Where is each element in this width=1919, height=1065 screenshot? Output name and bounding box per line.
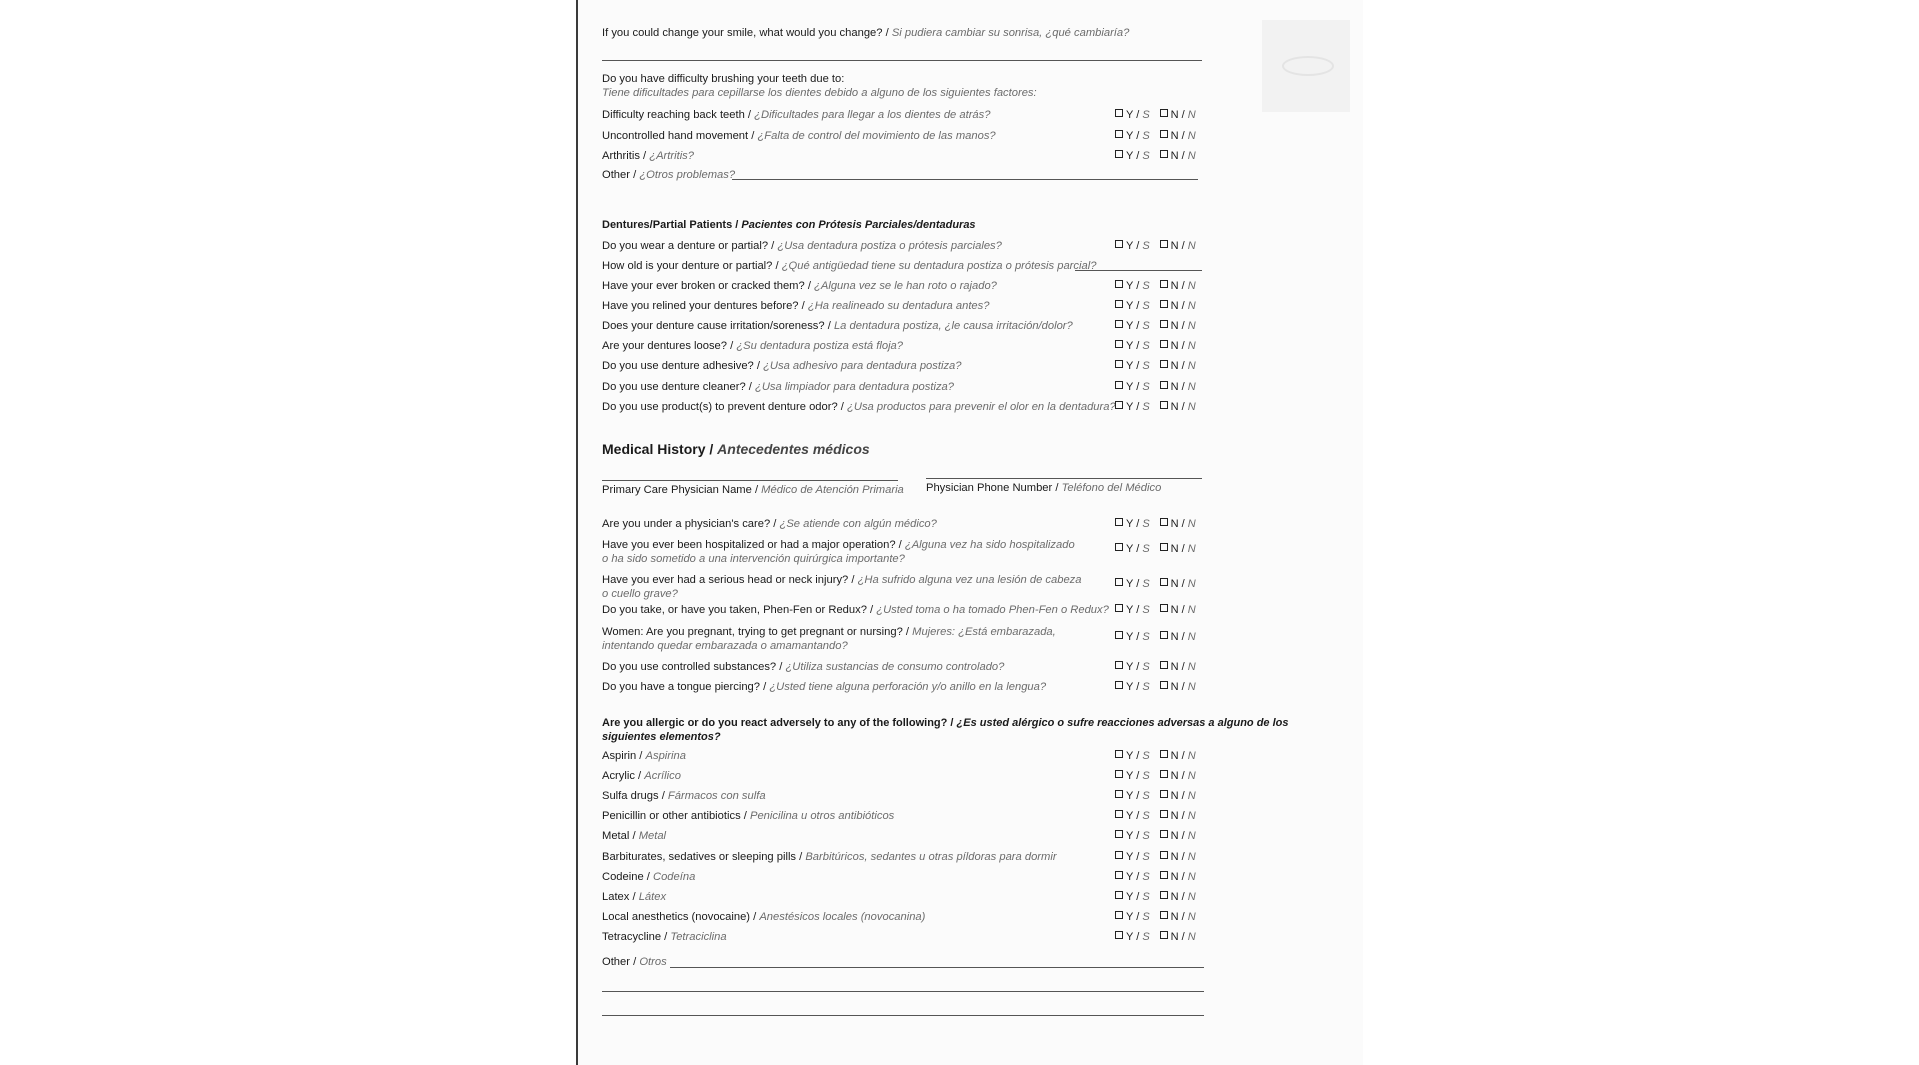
- no-es-label: N: [1187, 400, 1196, 413]
- yes-no-group: [1115, 661, 1196, 673]
- yes-checkbox[interactable]: Y / S: [1115, 578, 1150, 590]
- yes-no-group: [1115, 381, 1196, 393]
- yes-es-label: S: [1142, 543, 1150, 555]
- no-es-label: N: [1187, 661, 1196, 673]
- checkbox-box-icon: [1160, 770, 1168, 778]
- yes-checkbox[interactable]: Y / S: [1115, 931, 1150, 943]
- question-text: Do you use denture cleaner? / ¿Usa limpiador para dentadura postiza?: [602, 380, 954, 393]
- checkbox-box-icon: [1115, 578, 1123, 586]
- yes-es-label: S: [1142, 604, 1150, 616]
- no-checkbox[interactable]: N / N: [1160, 661, 1196, 673]
- yes-checkbox[interactable]: Y / S: [1115, 770, 1150, 782]
- yes-es-label: S: [1142, 890, 1150, 903]
- checkbox-box-icon: [1115, 150, 1123, 158]
- allergy-other-line[interactable]: [670, 967, 1204, 968]
- allergy-extra-line[interactable]: [602, 991, 1204, 992]
- no-es-label: N: [1187, 631, 1196, 643]
- yes-es-label: S: [1142, 518, 1150, 530]
- question-text: Do you use product(s) to prevent denture odor? / ¿Usa productos para prevenir el olor en la dentadura?: [602, 400, 1116, 413]
- no-checkbox[interactable]: N / N: [1160, 401, 1196, 413]
- no-checkbox[interactable]: N / N: [1160, 631, 1196, 643]
- yes-checkbox[interactable]: Y / S: [1115, 401, 1150, 413]
- yes-checkbox[interactable]: Y / S: [1115, 604, 1150, 616]
- no-checkbox[interactable]: N / N: [1160, 851, 1196, 863]
- question-text-es: Anestésicos locales (novocanina): [759, 910, 926, 923]
- brushing-other-line[interactable]: [732, 179, 1198, 180]
- question-text: Women: Are you pregnant, trying to get pregnant or nursing? / Mujeres: ¿Está embarazada, intentando quedar embarazada o amamantando?: [602, 626, 1056, 652]
- smile-answer-line[interactable]: [602, 60, 1202, 61]
- question-text: Barbiturates, sedatives or sleeping pills / Barbitúricos, sedantes u otras píldoras para dormir: [602, 850, 1057, 863]
- question-text-es: ¿Usa dentadura postiza o prótesis parciales?: [777, 240, 1002, 252]
- question-text: Tetracycline / Tetraciclina: [602, 930, 727, 943]
- no-checkbox[interactable]: N / N: [1160, 340, 1196, 352]
- yes-no-group: [1115, 130, 1196, 142]
- question-text: Does your denture cause irritation/soreness? / La dentadura postiza, ¿le causa irritación/dolor?: [602, 320, 1073, 333]
- question-text: Do you use denture adhesive? / ¿Usa adhesivo para dentadura postiza?: [602, 360, 962, 373]
- yes-no-group: [1115, 790, 1196, 802]
- no-es-label: N: [1187, 930, 1196, 943]
- yes-checkbox[interactable]: Y / S: [1115, 360, 1150, 372]
- no-es-label: N: [1187, 770, 1196, 783]
- denture-age-question: How old is your denture or partial? / ¿Qué antigüedad tiene su dentadura postiza o prótesis parcial?: [602, 260, 1097, 272]
- checkbox-box-icon: [1160, 604, 1168, 612]
- checkbox-box-icon: [1115, 381, 1123, 389]
- checkbox-box-icon: [1160, 340, 1168, 348]
- checkbox-box-icon: [1115, 790, 1123, 798]
- question-text: Aspirin / Aspirina: [602, 750, 686, 762]
- checkbox-box-icon: [1115, 891, 1123, 899]
- question-text-es: Penicilina u otros antibióticos: [750, 810, 895, 823]
- yes-es-label: S: [1142, 400, 1150, 413]
- no-es-label: N: [1187, 360, 1196, 373]
- yes-no-group: [1115, 871, 1196, 883]
- yes-no-group: [1115, 543, 1196, 555]
- no-checkbox[interactable]: N / N: [1160, 150, 1196, 162]
- checkbox-box-icon: [1160, 360, 1168, 368]
- checkbox-box-icon: [1115, 661, 1123, 669]
- no-checkbox[interactable]: N / N: [1160, 578, 1196, 590]
- checkbox-box-icon: [1160, 109, 1168, 117]
- yes-checkbox[interactable]: Y / S: [1115, 240, 1150, 252]
- yes-checkbox[interactable]: Y / S: [1115, 381, 1150, 393]
- yes-es-label: S: [1142, 320, 1150, 333]
- checkbox-box-icon: [1115, 681, 1123, 689]
- checkbox-box-icon: [1160, 130, 1168, 138]
- yes-no-group: [1115, 931, 1196, 943]
- question-text: Latex / Látex: [602, 890, 667, 903]
- question-text-es: ¿Utiliza sustancias de consumo controlado?: [785, 661, 1005, 673]
- checkbox-box-icon: [1160, 320, 1168, 328]
- question-text-es: Aspirina: [645, 750, 686, 762]
- question-text: Have your ever broken or cracked them? / ¿Alguna vez se le han roto o rajado?: [602, 280, 997, 292]
- no-es-label: N: [1187, 810, 1196, 823]
- yes-no-group: [1115, 109, 1196, 121]
- yes-no-group: [1115, 604, 1196, 616]
- yes-es-label: S: [1142, 340, 1150, 353]
- yes-checkbox[interactable]: Y / S: [1115, 851, 1150, 863]
- question-text-es: ¿Usted tiene alguna perforación y/o anillo en la lengua?: [769, 681, 1047, 693]
- question-text-es: ¿Alguna vez ha sido hospitalizado o ha sido sometido a una intervención quirúrgica importante?: [602, 539, 1075, 565]
- yes-no-group: [1115, 280, 1196, 292]
- physician-name-label: Primary Care Physician Name / Médico de Atención Primaria: [602, 484, 904, 496]
- no-checkbox[interactable]: N / N: [1160, 770, 1196, 782]
- yes-checkbox[interactable]: Y / S: [1115, 340, 1150, 352]
- checkbox-box-icon: [1160, 911, 1168, 919]
- no-checkbox[interactable]: N / N: [1160, 604, 1196, 616]
- checkbox-box-icon: [1115, 130, 1123, 138]
- no-checkbox[interactable]: N / N: [1160, 543, 1196, 555]
- yes-es-label: S: [1142, 850, 1150, 863]
- checkbox-box-icon: [1115, 401, 1123, 409]
- question-text: Have you relined your dentures before? / ¿Ha realineado su dentadura antes?: [602, 300, 990, 313]
- question-text-es: Barbitúricos, sedantes u otras píldoras para dormir: [805, 850, 1057, 863]
- question-text-es: ¿Su dentadura postiza está floja?: [736, 340, 904, 353]
- yes-es-label: S: [1142, 129, 1150, 142]
- brushing-other-label: Other / ¿Otros problemas?: [602, 169, 736, 181]
- checkbox-box-icon: [1160, 518, 1168, 526]
- physician-phone-line[interactable]: [926, 478, 1202, 479]
- no-es-label: N: [1187, 129, 1196, 142]
- question-text-es: ¿Usa limpiador para dentadura postiza?: [755, 380, 954, 393]
- question-text-es: Látex: [638, 890, 667, 903]
- yes-checkbox[interactable]: Y / S: [1115, 750, 1150, 762]
- yes-checkbox[interactable]: Y / S: [1115, 150, 1150, 162]
- checkbox-box-icon: [1160, 790, 1168, 798]
- yes-no-group: [1115, 911, 1196, 923]
- checkbox-box-icon: [1160, 851, 1168, 859]
- no-checkbox[interactable]: N / N: [1160, 130, 1196, 142]
- yes-es-label: S: [1142, 240, 1150, 252]
- yes-checkbox[interactable]: Y / S: [1115, 681, 1150, 693]
- checkbox-box-icon: [1115, 518, 1123, 526]
- brushing-header-es: Tiene dificultades para cepillarse los dientes debido a alguno de los siguientes factores:: [602, 87, 1037, 99]
- yes-checkbox[interactable]: Y / S: [1115, 130, 1150, 142]
- yes-es-label: S: [1142, 300, 1150, 313]
- checkbox-box-icon: [1160, 750, 1168, 758]
- yes-es-label: S: [1142, 631, 1150, 643]
- question-text: Codeine / Codeína: [602, 870, 696, 883]
- no-checkbox[interactable]: N / N: [1160, 830, 1196, 842]
- yes-no-group: [1115, 750, 1196, 762]
- no-checkbox[interactable]: N / N: [1160, 790, 1196, 802]
- yes-no-group: [1115, 150, 1196, 162]
- yes-es-label: S: [1142, 578, 1150, 590]
- no-es-label: N: [1187, 380, 1196, 393]
- checkbox-box-icon: [1115, 750, 1123, 758]
- yes-es-label: S: [1142, 360, 1150, 373]
- checkbox-box-icon: [1115, 851, 1123, 859]
- yes-checkbox[interactable]: Y / S: [1115, 790, 1150, 802]
- yes-checkbox[interactable]: Y / S: [1115, 631, 1150, 643]
- yes-checkbox[interactable]: Y / S: [1115, 810, 1150, 822]
- checkbox-box-icon: [1160, 871, 1168, 879]
- checkbox-box-icon: [1160, 240, 1168, 248]
- checkbox-box-icon: [1160, 631, 1168, 639]
- yes-no-group: [1115, 401, 1196, 413]
- checkbox-box-icon: [1115, 770, 1123, 778]
- checkbox-box-icon: [1160, 681, 1168, 689]
- question-text-es: Acrílico: [644, 770, 681, 783]
- question-text: Acrylic / Acrílico: [602, 770, 681, 783]
- no-es-label: N: [1187, 850, 1196, 863]
- denture-age-line[interactable]: [1075, 270, 1202, 271]
- checkbox-box-icon: [1115, 240, 1123, 248]
- yes-es-label: S: [1142, 910, 1150, 923]
- question-text-es: Tetraciclina: [670, 930, 727, 943]
- no-es-label: N: [1187, 518, 1196, 530]
- yes-es-label: S: [1142, 109, 1150, 121]
- yes-no-group: [1115, 681, 1196, 693]
- no-es-label: N: [1187, 240, 1196, 252]
- no-checkbox[interactable]: N / N: [1160, 518, 1196, 530]
- question-text: Arthritis / ¿Artritis?: [602, 150, 694, 162]
- no-checkbox[interactable]: N / N: [1160, 320, 1196, 332]
- question-text-es: ¿Falta de control del movimiento de las manos?: [757, 129, 996, 142]
- checkbox-box-icon: [1160, 381, 1168, 389]
- yes-no-group: [1115, 300, 1196, 312]
- medical-history-title: Medical History / Antecedentes médicos: [602, 441, 870, 457]
- yes-no-group: [1115, 360, 1196, 372]
- question-text: Have you ever had a serious head or neck injury? / ¿Ha sufrido alguna vez una lesión de cabeza o cuello grave?: [602, 574, 1082, 600]
- checkbox-box-icon: [1115, 931, 1123, 939]
- yes-no-group: [1115, 578, 1196, 590]
- question-text: Penicillin or other antibiotics / Penicilina u otros antibióticos: [602, 810, 895, 823]
- checkbox-box-icon: [1115, 543, 1123, 551]
- checkbox-box-icon: [1115, 604, 1123, 612]
- question-text-es: Mujeres: ¿Está embarazada, intentando quedar embarazada o amamantando?: [602, 626, 1056, 652]
- no-es-label: N: [1187, 910, 1196, 923]
- checkbox-box-icon: [1115, 360, 1123, 368]
- yes-es-label: S: [1142, 790, 1150, 803]
- no-checkbox[interactable]: N / N: [1160, 681, 1196, 693]
- no-checkbox[interactable]: N / N: [1160, 280, 1196, 292]
- checkbox-box-icon: [1160, 543, 1168, 551]
- checkbox-box-icon: [1160, 661, 1168, 669]
- question-text-es: La dentadura postiza, ¿le causa irritación/dolor?: [833, 320, 1073, 333]
- yes-no-group: [1115, 340, 1196, 352]
- yes-no-group: [1115, 320, 1196, 332]
- question-text: Have you ever been hospitalized or had a major operation? / ¿Alguna vez ha sido hospitalizado o ha sido sometido a una intervención quirúrgica importante?: [602, 539, 1075, 565]
- question-text-es: ¿Ha realineado su dentadura antes?: [807, 300, 990, 313]
- question-text-es: Fármacos con sulfa: [667, 790, 766, 803]
- no-es-label: N: [1187, 790, 1196, 803]
- no-es-label: N: [1187, 300, 1196, 313]
- no-checkbox[interactable]: N / N: [1160, 360, 1196, 372]
- yes-es-label: S: [1142, 930, 1150, 943]
- yes-checkbox[interactable]: Y / S: [1115, 891, 1150, 903]
- question-text: Difficulty reaching back teeth / ¿Dificultades para llegar a los dientes de atrás?: [602, 109, 991, 121]
- yes-es-label: S: [1142, 830, 1150, 843]
- checkbox-box-icon: [1115, 109, 1123, 117]
- yes-no-group: [1115, 770, 1196, 782]
- question-text-es: ¿Usted toma o ha tomado Phen-Fen o Redux?: [876, 604, 1109, 616]
- no-es-label: N: [1187, 681, 1196, 693]
- yes-checkbox[interactable]: Y / S: [1115, 109, 1150, 121]
- no-es-label: N: [1187, 109, 1196, 121]
- checkbox-box-icon: [1115, 810, 1123, 818]
- no-checkbox[interactable]: N / N: [1160, 810, 1196, 822]
- question-text-es: ¿Usa adhesivo para dentadura postiza?: [763, 360, 962, 373]
- yes-no-group: [1115, 631, 1196, 643]
- allergy-other-label: Other / Otros: [602, 956, 667, 968]
- question-text: Local anesthetics (novocaine) / Anestésicos locales (novocanina): [602, 910, 926, 923]
- yes-no-group: [1115, 851, 1196, 863]
- no-checkbox[interactable]: N / N: [1160, 300, 1196, 312]
- yes-no-group: [1115, 240, 1196, 252]
- no-es-label: N: [1187, 150, 1196, 162]
- no-es-label: N: [1187, 280, 1196, 292]
- checkbox-box-icon: [1115, 300, 1123, 308]
- yes-no-group: [1115, 891, 1196, 903]
- question-text: Metal / Metal: [602, 830, 667, 843]
- question-text-es: Metal: [638, 830, 667, 843]
- question-text: Do you take, or have you taken, Phen-Fen or Redux? / ¿Usted toma o ha tomado Phen-Fen o Redux?: [602, 604, 1109, 616]
- question-text: Do you use controlled substances? / ¿Utiliza sustancias de consumo controlado?: [602, 661, 1005, 673]
- yes-no-group: [1115, 518, 1196, 530]
- checkbox-box-icon: [1115, 871, 1123, 879]
- question-text: Do you wear a denture or partial? / ¿Usa dentadura postiza o prótesis parciales?: [602, 240, 1002, 252]
- question-text-es: ¿Dificultades para llegar a los dientes de atrás?: [754, 109, 991, 121]
- question-text-es: ¿Alguna vez se le han roto o rajado?: [814, 280, 997, 292]
- checkbox-box-icon: [1115, 911, 1123, 919]
- question-text-es: ¿Se atiende con algún médico?: [779, 518, 937, 530]
- yes-checkbox[interactable]: Y / S: [1115, 871, 1150, 883]
- question-text-es: ¿Ha sufrido alguna vez una lesión de cabeza o cuello grave?: [602, 574, 1082, 600]
- checkbox-box-icon: [1160, 150, 1168, 158]
- physician-name-line[interactable]: [602, 480, 898, 481]
- checkbox-box-icon: [1160, 830, 1168, 838]
- no-checkbox[interactable]: N / N: [1160, 109, 1196, 121]
- no-es-label: N: [1187, 578, 1196, 590]
- question-text-es: Codeína: [653, 870, 696, 883]
- no-es-label: N: [1187, 320, 1196, 333]
- yes-es-label: S: [1142, 150, 1150, 162]
- question-text: Sulfa drugs / Fármacos con sulfa: [602, 790, 766, 803]
- yes-checkbox[interactable]: Y / S: [1115, 280, 1150, 292]
- question-text-es: ¿Artritis?: [649, 150, 694, 162]
- yes-es-label: S: [1142, 380, 1150, 393]
- question-text: Are you under a physician's care? / ¿Se atiende con algún médico?: [602, 518, 937, 530]
- no-checkbox[interactable]: N / N: [1160, 750, 1196, 762]
- checkbox-box-icon: [1160, 891, 1168, 899]
- yes-checkbox[interactable]: Y / S: [1115, 661, 1150, 673]
- yes-es-label: S: [1142, 750, 1150, 762]
- yes-checkbox[interactable]: Y / S: [1115, 320, 1150, 332]
- yes-checkbox[interactable]: Y / S: [1115, 300, 1150, 312]
- yes-checkbox[interactable]: Y / S: [1115, 911, 1150, 923]
- question-text-es: ¿Usa productos para prevenir el olor en la dentadura?: [847, 400, 1116, 413]
- physician-phone-label: Physician Phone Number / Teléfono del Médico: [926, 482, 1162, 494]
- brushing-header: Do you have difficulty brushing your teeth due to:: [602, 73, 845, 85]
- no-es-label: N: [1187, 830, 1196, 843]
- bleed-through-logo: [1262, 20, 1350, 112]
- yes-es-label: S: [1142, 280, 1150, 292]
- no-checkbox[interactable]: N / N: [1160, 891, 1196, 903]
- form-page: [576, 0, 1363, 1065]
- logo-mark-icon: [1282, 56, 1334, 76]
- checkbox-box-icon: [1115, 320, 1123, 328]
- smile-question: If you could change your smile, what would you change? / Si pudiera cambiar su sonrisa, ¿qué cambiaría?: [602, 27, 1130, 39]
- no-checkbox[interactable]: N / N: [1160, 381, 1196, 393]
- checkbox-box-icon: [1160, 578, 1168, 586]
- no-checkbox[interactable]: N / N: [1160, 871, 1196, 883]
- allergies-header: Are you allergic or do you react adversely to any of the following? / ¿Es usted alérgico o sufre reacciones adversas a alguno de los siguientes elementos?: [602, 717, 1289, 743]
- checkbox-box-icon: [1160, 931, 1168, 939]
- no-checkbox[interactable]: N / N: [1160, 911, 1196, 923]
- question-text: Are your dentures loose? / ¿Su dentadura postiza está floja?: [602, 340, 904, 353]
- yes-es-label: S: [1142, 681, 1150, 693]
- yes-checkbox[interactable]: Y / S: [1115, 543, 1150, 555]
- yes-checkbox[interactable]: Y / S: [1115, 830, 1150, 842]
- yes-es-label: S: [1142, 661, 1150, 673]
- checkbox-box-icon: [1160, 300, 1168, 308]
- checkbox-box-icon: [1115, 340, 1123, 348]
- checkbox-box-icon: [1160, 401, 1168, 409]
- checkbox-box-icon: [1115, 280, 1123, 288]
- checkbox-box-icon: [1160, 810, 1168, 818]
- no-checkbox[interactable]: N / N: [1160, 931, 1196, 943]
- no-es-label: N: [1187, 340, 1196, 353]
- no-es-label: N: [1187, 890, 1196, 903]
- no-es-label: N: [1187, 870, 1196, 883]
- yes-es-label: S: [1142, 810, 1150, 823]
- checkbox-box-icon: [1115, 631, 1123, 639]
- yes-es-label: S: [1142, 770, 1150, 783]
- yes-no-group: [1115, 810, 1196, 822]
- checkbox-box-icon: [1115, 830, 1123, 838]
- question-text: Do you have a tongue piercing? / ¿Usted tiene alguna perforación y/o anillo en la lengua?: [602, 681, 1047, 693]
- no-es-label: N: [1187, 750, 1196, 762]
- yes-es-label: S: [1142, 870, 1150, 883]
- checkbox-box-icon: [1160, 280, 1168, 288]
- dentures-header: Dentures/Partial Patients / Pacientes con Prótesis Parciales/dentaduras: [602, 219, 976, 231]
- no-es-label: N: [1187, 543, 1196, 555]
- question-text: Uncontrolled hand movement / ¿Falta de control del movimiento de las manos?: [602, 129, 996, 142]
- no-es-label: N: [1187, 604, 1196, 616]
- yes-no-group: [1115, 830, 1196, 842]
- yes-checkbox[interactable]: Y / S: [1115, 518, 1150, 530]
- allergy-extra-line[interactable]: [602, 1015, 1204, 1016]
- no-checkbox[interactable]: N / N: [1160, 240, 1196, 252]
